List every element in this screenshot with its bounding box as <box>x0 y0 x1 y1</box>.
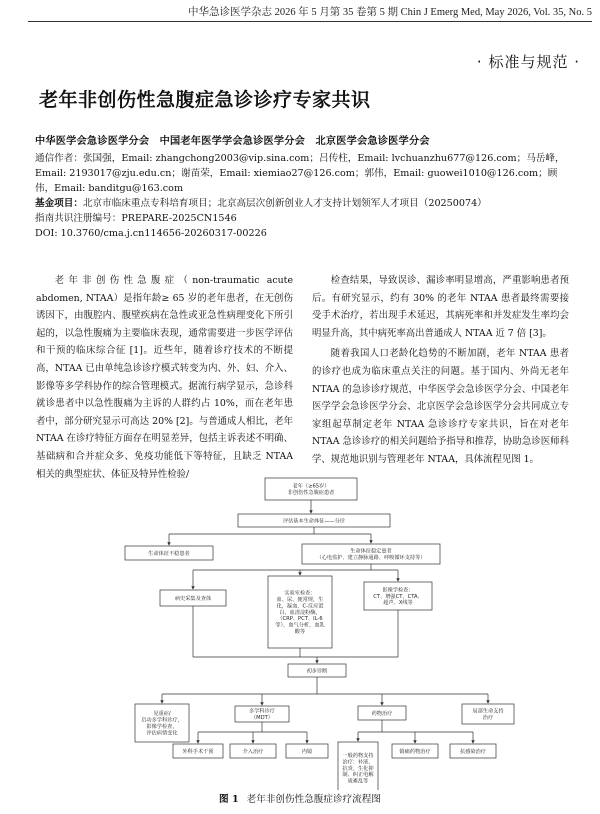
flow-node-label: 非创伤性急腹症患者 <box>287 490 335 497</box>
body-column-left <box>36 272 293 483</box>
flow-node-label: 见重症/ <box>153 711 171 718</box>
flow-node-history <box>160 590 226 606</box>
flow-node-label: （MDT） <box>250 715 274 722</box>
flow-node-label: 外科手术干预 <box>182 748 214 755</box>
flow-node-imaging <box>364 582 432 610</box>
flow-node-antiinfection <box>450 744 496 758</box>
flow-node-label: 评估病情变化 <box>146 730 178 737</box>
header-rule <box>28 21 592 22</box>
flow-node-label: 治疗：补液、 <box>342 759 374 766</box>
flow-node-endoscopy <box>286 744 328 758</box>
flow-node-surgery <box>173 744 223 758</box>
running-head: 中华急诊医学杂志 2026 年 5 月第 35 卷第 5 期 Chin J Emerg Med, May 2026, Vol. 35, No. 5 <box>188 7 592 18</box>
flow-node-label: （心电监护、建立静脉通路、呼吸循环支持等） <box>316 555 426 562</box>
flow-node-label: 病史采集及查体 <box>174 595 212 602</box>
body-paragraph: 检查结果，导致误诊、漏诊率明显增高，严重影响患者预后。有研究显示，约有 30% 的老年 NTAA 患者最终需要接受手术治疗，若出现手术延迟，其病死率和并发症发生率均会明显升高，其中病死率高出普通成人 NTAA 近 7 倍 [3]。 <box>312 275 569 339</box>
flow-node-label: 一般药物支持 <box>342 753 374 760</box>
flow-node-label: 内镜 <box>301 748 313 755</box>
flow-node-label: 启动多学科诊疗， <box>141 717 183 724</box>
flow-node-label: 超声、X线等 <box>383 600 413 607</box>
figure-caption <box>0 791 600 805</box>
body-paragraph: 老年非创伤性急腹症（non-traumatic acute abdomen, NTAA）是指年龄≥ 65 岁的老年患者，在无创伤诱因下，由腹腔内、腹壁疾病在急性或亚急性病理变化下所引起的，以急性腹痛为主要临床表现，通常需要进一步医学评估和干预的临床综合征 [1]。近些年，随着诊疗技术的不断提高，NTAA 已由单纯急诊诊疗模式转变为内、外、妇、介入、影像等多学科协作的综合管理模式。据流行病学显示，急诊科就诊患者中以急性腹痛为主诉的人群约占 10%，而在老年患者中，部分研究显示可高达 20% [2]。与普通成人相比，老年 NTAA 在诊疗特征方面存在明显差异，包括主诉表述不明确、基础病和合并症众多、免疫功能低下等特征，且缺乏 NTAA 相关的典型症状、体征及特异性检验/ <box>36 275 293 480</box>
flow-node-label: 抗炎、生化抑 <box>342 765 374 772</box>
flow-node-unstable <box>125 546 213 560</box>
flow-node-diagnosis <box>288 664 346 677</box>
flow-node-label: 血、尿、便常规，生 <box>276 597 324 604</box>
flow-node-label: 镇痛药物治疗 <box>399 748 431 755</box>
flowchart <box>40 472 565 790</box>
flow-node-label: 质紊乱等 <box>347 778 369 785</box>
flow-node-label: 制、纠正电解 <box>342 772 374 779</box>
flow-node-followup <box>462 704 514 724</box>
section-label: · 标准与规范 · <box>476 53 580 71</box>
registration-number: 指南共识注册编号：PREPARE-2025CN1546 <box>35 213 237 224</box>
flow-node-label: 等），血气分析，血乳 <box>275 622 325 629</box>
flow-node-label: （CRP、PCT、IL-6 <box>277 616 323 623</box>
flow-node-label: 生命体征稳定患者 <box>350 548 392 555</box>
flow-node-analgesia <box>392 744 438 758</box>
doi: DOI: 10.3760/cma.j.cn114656-20260317-00226 <box>35 228 267 239</box>
funding-label: 基金项目： <box>35 198 83 209</box>
figure-number: 图 1 <box>219 794 239 805</box>
corresponding-authors: 通信作者：张国强，Email: zhangchong2003@vip.sina.com；吕传柱，Email: lvchuanzhu677@126.com；马岳峰，Email: 2193017@zju.edu.cn；谢苗荣，Email: xiemiao27@126.com；郭伟，Email: guowei1010@126.com；顾伟，Email: banditgu@163.com <box>35 153 565 194</box>
flow-node-interventional <box>230 744 276 758</box>
front-matter <box>35 134 565 241</box>
flow-node-label: 生命体征不稳患者 <box>148 550 190 557</box>
body-paragraph: 随着我国人口老龄化趋势的不断加剧，老年 NTAA 患者的诊疗也成为临床重点关注的问题。基于国内、外尚无老年 NTAA 的急诊诊疗规范，中华医学会急诊医学分会、中国老年医学学会急诊医学分会、北京医学会急诊医学分会共同成立专家组起草制定老年 NTAA 急诊诊疗专家共识，旨在对老年 NTAA 急诊诊疗的相关问题给予指导和推荐，协助急诊医师科学、规范地识别与管理老年 NTAA，具体流程见图 1。 <box>312 348 569 465</box>
flow-node-label: 治疗 <box>482 715 494 722</box>
flow-node-assess <box>238 514 390 527</box>
flow-node-stable <box>302 544 440 564</box>
flow-node-conservative <box>358 706 406 720</box>
flow-node-label: 实验室检查： <box>284 590 316 597</box>
body-text <box>36 272 569 484</box>
flow-node-ward <box>135 704 189 742</box>
flow-node-start <box>265 478 357 500</box>
article-title: 老年非创伤性急腹症急诊诊疗专家共识 <box>39 89 371 111</box>
body-column-right <box>312 272 569 469</box>
figure-caption-text: 老年非创伤性急腹症诊疗流程图 <box>246 794 381 805</box>
funding-line <box>35 196 565 211</box>
flow-node-general <box>338 742 378 790</box>
flow-node-label: 老年（≥65岁） <box>292 483 330 490</box>
funding-text: 北京市临床重点专科培育项目；北京高层次创新创业人才支持计划领军人才项目（20250074） <box>82 198 487 209</box>
flow-node-label: 影像学检查， <box>146 724 178 731</box>
flow-node-label: 白，血清淀粉酶， <box>279 609 321 616</box>
flow-node-label: 初步诊断 <box>306 668 328 675</box>
flowchart-figure <box>40 472 565 790</box>
flow-node-lab <box>268 576 332 648</box>
flow-node-label: 多学科诊疗 <box>249 708 275 715</box>
author-organizations: 中华医学会急诊医学分会 中国老年医学学会急诊医学分会 北京医学会急诊医学分会 <box>35 135 430 147</box>
flow-node-label: 影像学检查： <box>382 587 414 594</box>
flow-node-label: 介入治疗 <box>242 748 264 755</box>
flow-node-label: 局部生命支持 <box>472 708 504 715</box>
flow-node-label: 药物治疗 <box>371 710 393 717</box>
flow-node-label: CT、增强CT、CTA、 <box>373 593 423 600</box>
flow-node-mdt <box>235 706 289 722</box>
flow-node-label: 抗感染治疗 <box>460 748 486 755</box>
flow-node-label: 酸等 <box>294 629 306 636</box>
flow-node-label: 化，凝血，C-反应蛋 <box>276 603 324 610</box>
flow-node-label: 评估基本生命体征——分诊 <box>282 518 346 525</box>
